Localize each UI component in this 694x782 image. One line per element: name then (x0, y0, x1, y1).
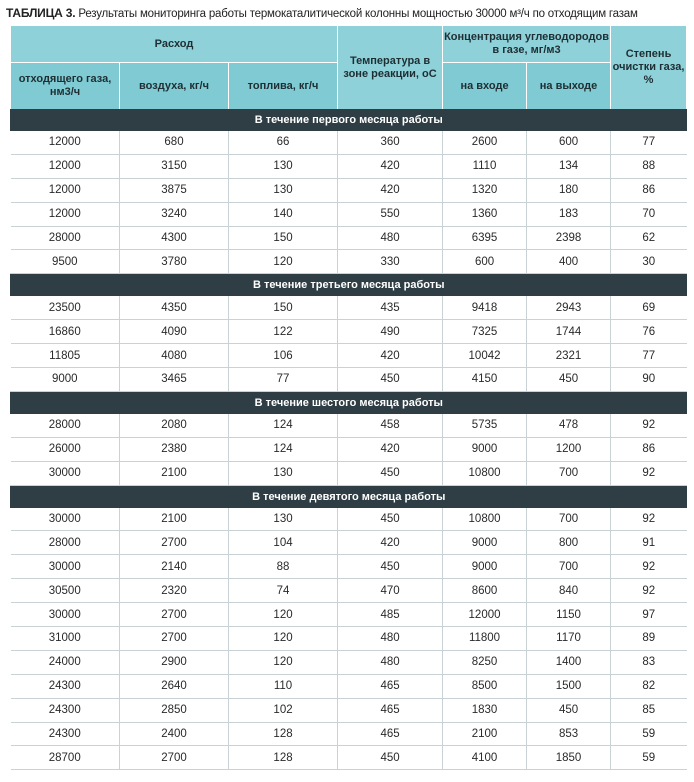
air-cell: 2900 (120, 650, 229, 674)
air-cell: 3150 (120, 154, 229, 178)
table-row (11, 250, 687, 274)
inlet-cell: 12000 (443, 603, 527, 627)
table-row (11, 131, 687, 154)
temperature-cell: 480 (338, 650, 443, 674)
table-row (11, 746, 687, 770)
air-cell: 3780 (120, 250, 229, 274)
fuel-cell: 124 (229, 414, 338, 437)
outlet-cell: 400 (527, 250, 611, 274)
temperature-cell: 470 (338, 579, 443, 603)
air-cell: 2400 (120, 722, 229, 746)
fuel-cell: 102 (229, 698, 338, 722)
outlet-cell: 2398 (527, 226, 611, 250)
inlet-cell: 4150 (443, 368, 527, 392)
outlet-cell: 1744 (527, 320, 611, 344)
table-caption (0, 0, 694, 26)
fuel-cell: 120 (229, 650, 338, 674)
temperature-cell: 465 (338, 722, 443, 746)
header-fuel: топлива, кг/ч (229, 63, 338, 110)
exhaust-cell: 12000 (11, 131, 120, 154)
outlet-cell: 450 (527, 698, 611, 722)
fuel-cell: 124 (229, 437, 338, 461)
exhaust-cell: 28000 (11, 531, 120, 555)
header-inlet: на входе (443, 63, 527, 110)
fuel-cell: 88 (229, 555, 338, 579)
degree-cell: 77 (611, 344, 687, 368)
fuel-cell: 120 (229, 250, 338, 274)
exhaust-cell: 12000 (11, 178, 120, 202)
temperature-cell: 420 (338, 531, 443, 555)
degree-cell: 77 (611, 131, 687, 154)
temperature-cell: 330 (338, 250, 443, 274)
section-header-row (11, 274, 687, 297)
degree-cell: 82 (611, 674, 687, 698)
degree-cell: 76 (611, 320, 687, 344)
table-row (11, 698, 687, 722)
air-cell: 4090 (120, 320, 229, 344)
temperature-cell: 480 (338, 627, 443, 651)
inlet-cell: 9418 (443, 296, 527, 319)
table-row (11, 627, 687, 651)
inlet-cell: 1110 (443, 154, 527, 178)
header-air: воздуха, кг/ч (120, 63, 229, 110)
fuel-cell: 74 (229, 579, 338, 603)
outlet-cell: 1150 (527, 603, 611, 627)
inlet-cell: 10042 (443, 344, 527, 368)
fuel-cell: 150 (229, 296, 338, 319)
outlet-cell: 1850 (527, 746, 611, 770)
exhaust-cell: 28000 (11, 226, 120, 250)
header-degree: Степень очистки газа, % (611, 26, 687, 109)
outlet-cell: 600 (527, 131, 611, 154)
exhaust-cell: 30000 (11, 508, 120, 531)
air-cell: 3465 (120, 368, 229, 392)
exhaust-cell: 24300 (11, 674, 120, 698)
fuel-cell: 104 (229, 531, 338, 555)
outlet-cell: 1500 (527, 674, 611, 698)
degree-cell: 88 (611, 154, 687, 178)
header-flow-group: Расход (11, 26, 338, 63)
outlet-cell: 478 (527, 414, 611, 437)
degree-cell: 97 (611, 603, 687, 627)
table-row (11, 674, 687, 698)
degree-cell: 89 (611, 627, 687, 651)
outlet-cell: 700 (527, 555, 611, 579)
outlet-cell: 2943 (527, 296, 611, 319)
section-header-row (11, 109, 687, 131)
outlet-cell: 183 (527, 202, 611, 226)
table-row (11, 414, 687, 437)
inlet-cell: 2600 (443, 131, 527, 154)
table-body (11, 109, 687, 770)
table-row (11, 296, 687, 319)
air-cell: 2850 (120, 698, 229, 722)
air-cell: 2700 (120, 531, 229, 555)
degree-cell: 83 (611, 650, 687, 674)
temperature-cell: 420 (338, 437, 443, 461)
section-title: В течение шестого месяца работы (11, 391, 687, 414)
air-cell: 4300 (120, 226, 229, 250)
air-cell: 4080 (120, 344, 229, 368)
exhaust-cell: 30000 (11, 603, 120, 627)
fuel-cell: 120 (229, 627, 338, 651)
table-row (11, 461, 687, 485)
inlet-cell: 5735 (443, 414, 527, 437)
fuel-cell: 77 (229, 368, 338, 392)
temperature-cell: 435 (338, 296, 443, 319)
air-cell: 2080 (120, 414, 229, 437)
inlet-cell: 8500 (443, 674, 527, 698)
header-temperature: Температура в зоне реакции, оС (338, 26, 443, 109)
exhaust-cell: 26000 (11, 437, 120, 461)
inlet-cell: 8250 (443, 650, 527, 674)
exhaust-cell: 16860 (11, 320, 120, 344)
inlet-cell: 8600 (443, 579, 527, 603)
table-row (11, 603, 687, 627)
inlet-cell: 10800 (443, 461, 527, 485)
air-cell: 2100 (120, 461, 229, 485)
exhaust-cell: 11805 (11, 344, 120, 368)
temperature-cell: 450 (338, 368, 443, 392)
temperature-cell: 480 (338, 226, 443, 250)
degree-cell: 92 (611, 508, 687, 531)
exhaust-cell: 9500 (11, 250, 120, 274)
air-cell: 3875 (120, 178, 229, 202)
inlet-cell: 1830 (443, 698, 527, 722)
section-title: В течение девятого месяца работы (11, 485, 687, 508)
fuel-cell: 130 (229, 508, 338, 531)
temperature-cell: 450 (338, 461, 443, 485)
exhaust-cell: 30000 (11, 461, 120, 485)
table-row (11, 531, 687, 555)
caption-label: ТАБЛИЦА 3. (6, 6, 76, 20)
table-row (11, 320, 687, 344)
inlet-cell: 9000 (443, 531, 527, 555)
exhaust-cell: 12000 (11, 202, 120, 226)
degree-cell: 86 (611, 178, 687, 202)
outlet-cell: 134 (527, 154, 611, 178)
exhaust-cell: 9000 (11, 368, 120, 392)
table-row (11, 178, 687, 202)
air-cell: 2700 (120, 627, 229, 651)
section-header-row (11, 391, 687, 414)
table-row (11, 437, 687, 461)
fuel-cell: 140 (229, 202, 338, 226)
temperature-cell: 465 (338, 698, 443, 722)
fuel-cell: 130 (229, 461, 338, 485)
degree-cell: 92 (611, 414, 687, 437)
air-cell: 680 (120, 131, 229, 154)
fuel-cell: 128 (229, 746, 338, 770)
table-row (11, 579, 687, 603)
fuel-cell: 66 (229, 131, 338, 154)
air-cell: 3240 (120, 202, 229, 226)
temperature-cell: 490 (338, 320, 443, 344)
outlet-cell: 700 (527, 508, 611, 531)
exhaust-cell: 28000 (11, 414, 120, 437)
outlet-cell: 1200 (527, 437, 611, 461)
degree-cell: 92 (611, 461, 687, 485)
table-row (11, 226, 687, 250)
air-cell: 2700 (120, 603, 229, 627)
degree-cell: 70 (611, 202, 687, 226)
fuel-cell: 130 (229, 178, 338, 202)
section-title: В течение третьего месяца работы (11, 274, 687, 297)
temperature-cell: 465 (338, 674, 443, 698)
inlet-cell: 7325 (443, 320, 527, 344)
outlet-cell: 1170 (527, 627, 611, 651)
table-row (11, 202, 687, 226)
inlet-cell: 10800 (443, 508, 527, 531)
fuel-cell: 120 (229, 603, 338, 627)
table-row (11, 722, 687, 746)
inlet-cell: 2100 (443, 722, 527, 746)
header-concentration-group: Концентрация углеводородов в газе, мг/м3 (443, 26, 611, 63)
fuel-cell: 122 (229, 320, 338, 344)
degree-cell: 92 (611, 555, 687, 579)
exhaust-cell: 24000 (11, 650, 120, 674)
air-cell: 2100 (120, 508, 229, 531)
inlet-cell: 11800 (443, 627, 527, 651)
fuel-cell: 128 (229, 722, 338, 746)
degree-cell: 85 (611, 698, 687, 722)
fuel-cell: 106 (229, 344, 338, 368)
degree-cell: 69 (611, 296, 687, 319)
section-title: В течение первого месяца работы (11, 109, 687, 131)
exhaust-cell: 31000 (11, 627, 120, 651)
inlet-cell: 9000 (443, 555, 527, 579)
degree-cell: 30 (611, 250, 687, 274)
air-cell: 2320 (120, 579, 229, 603)
temperature-cell: 450 (338, 508, 443, 531)
inlet-cell: 4100 (443, 746, 527, 770)
exhaust-cell: 30000 (11, 555, 120, 579)
air-cell: 2380 (120, 437, 229, 461)
inlet-cell: 9000 (443, 437, 527, 461)
outlet-cell: 450 (527, 368, 611, 392)
fuel-cell: 130 (229, 154, 338, 178)
fuel-cell: 110 (229, 674, 338, 698)
inlet-cell: 600 (443, 250, 527, 274)
outlet-cell: 180 (527, 178, 611, 202)
header-outlet: на выходе (527, 63, 611, 110)
table-row (11, 368, 687, 392)
monitoring-table (10, 26, 687, 770)
degree-cell: 86 (611, 437, 687, 461)
inlet-cell: 1320 (443, 178, 527, 202)
temperature-cell: 420 (338, 344, 443, 368)
temperature-cell: 550 (338, 202, 443, 226)
inlet-cell: 1360 (443, 202, 527, 226)
exhaust-cell: 23500 (11, 296, 120, 319)
air-cell: 2140 (120, 555, 229, 579)
air-cell: 2640 (120, 674, 229, 698)
table-row (11, 555, 687, 579)
outlet-cell: 853 (527, 722, 611, 746)
section-header-row (11, 485, 687, 508)
degree-cell: 59 (611, 722, 687, 746)
exhaust-cell: 28700 (11, 746, 120, 770)
degree-cell: 59 (611, 746, 687, 770)
degree-cell: 91 (611, 531, 687, 555)
temperature-cell: 420 (338, 178, 443, 202)
exhaust-cell: 30500 (11, 579, 120, 603)
temperature-cell: 458 (338, 414, 443, 437)
air-cell: 4350 (120, 296, 229, 319)
outlet-cell: 2321 (527, 344, 611, 368)
fuel-cell: 150 (229, 226, 338, 250)
table-row (11, 508, 687, 531)
table-row (11, 344, 687, 368)
table-row (11, 154, 687, 178)
degree-cell: 90 (611, 368, 687, 392)
temperature-cell: 420 (338, 154, 443, 178)
degree-cell: 62 (611, 226, 687, 250)
air-cell: 2700 (120, 746, 229, 770)
outlet-cell: 800 (527, 531, 611, 555)
temperature-cell: 450 (338, 555, 443, 579)
table-row (11, 650, 687, 674)
exhaust-cell: 24300 (11, 722, 120, 746)
exhaust-cell: 12000 (11, 154, 120, 178)
outlet-cell: 700 (527, 461, 611, 485)
inlet-cell: 6395 (443, 226, 527, 250)
caption-text: Результаты мониторинга работы термокаталитической колонны мощностью 30000 м³/ч по отходящим газам (78, 8, 638, 20)
degree-cell: 92 (611, 579, 687, 603)
temperature-cell: 360 (338, 131, 443, 154)
header-exhaust: отходящего газа, нм3/ч (11, 63, 120, 110)
outlet-cell: 840 (527, 579, 611, 603)
outlet-cell: 1400 (527, 650, 611, 674)
exhaust-cell: 24300 (11, 698, 120, 722)
temperature-cell: 485 (338, 603, 443, 627)
temperature-cell: 450 (338, 746, 443, 770)
